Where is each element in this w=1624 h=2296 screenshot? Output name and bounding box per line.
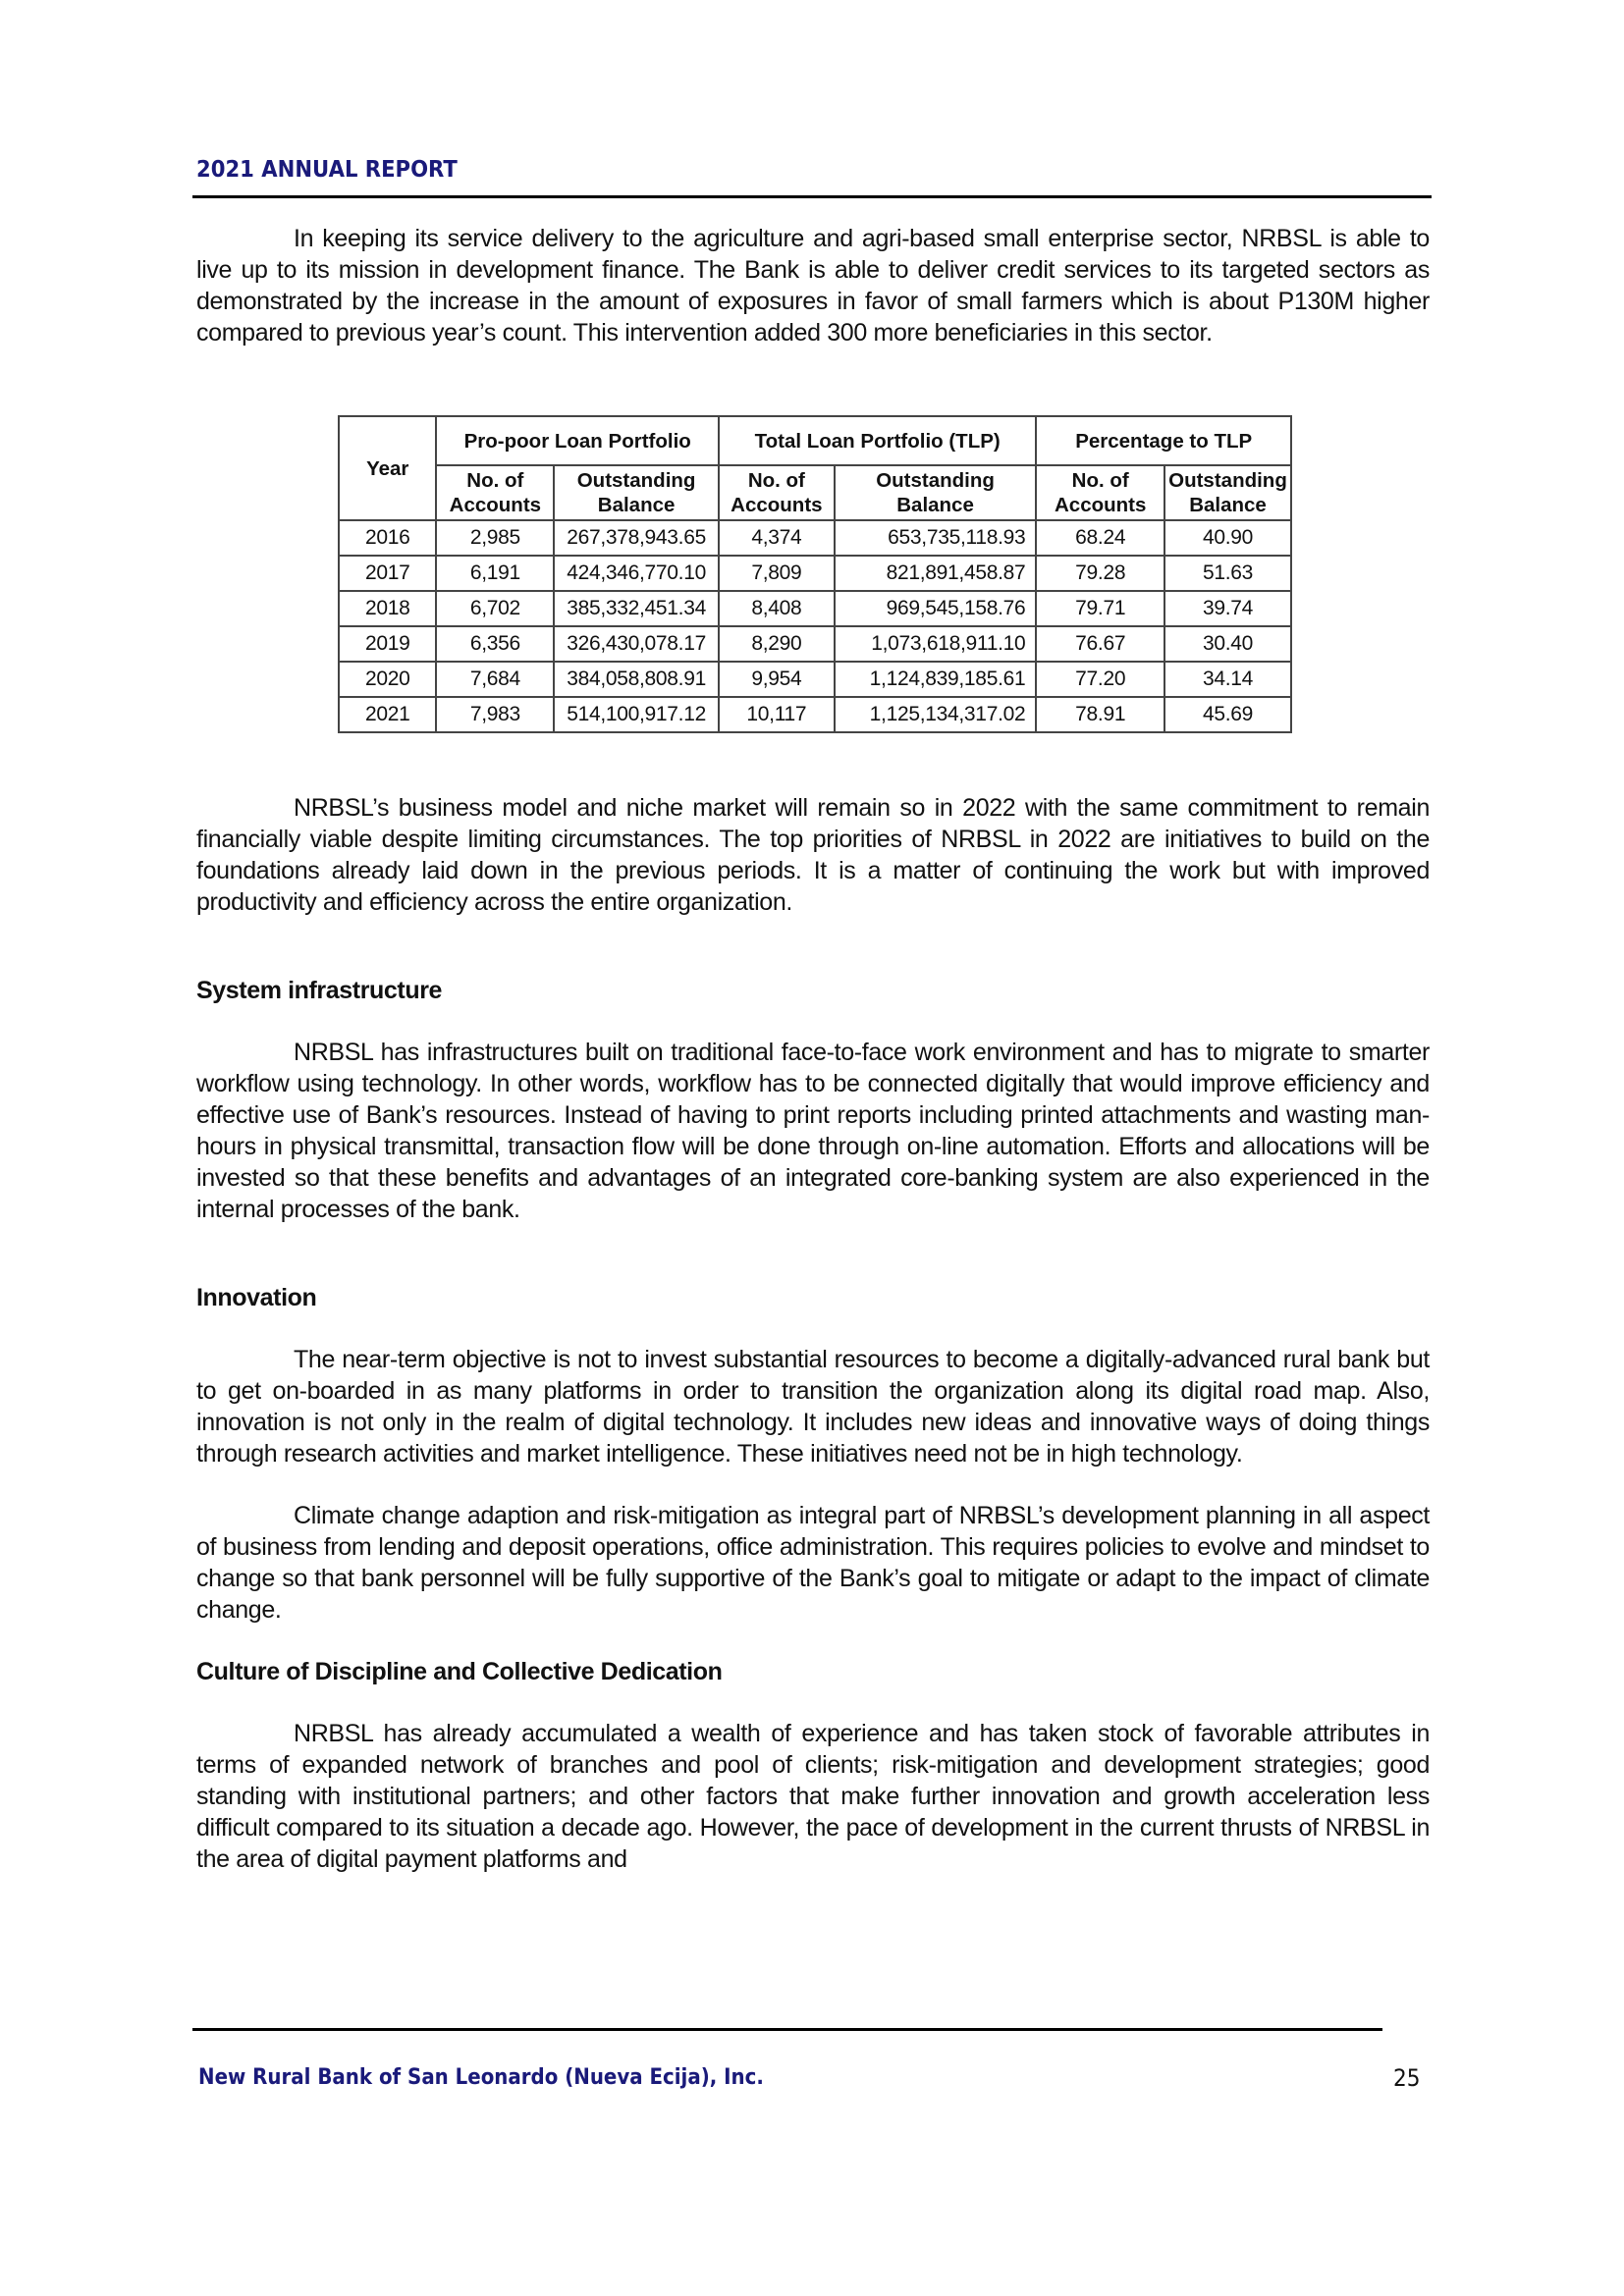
spacer xyxy=(196,1006,1430,1037)
table-row xyxy=(339,662,1291,697)
intro-paragraph: In keeping its service delivery to the agriculture and agri-based small enterprise sector, NRBSL is able to live up to its mission in development finance. The Bank is able to deliver credit services to its targeted sectors as demonstrated by the increase in the amount of exposures in favor of small farmers which is about P130M higher compared to previous year’s count. This intervention added 300 more beneficiaries in this sector. xyxy=(196,225,1430,347)
innovation-paragraph-2: Climate change adaption and risk-mitigation as integral part of NRBSL’s development planning in all aspect of business from lending and deposit operations, office administration. This requires policies to evolve and mindset to change so that bank personnel will be fully supportive of the Bank’s goal to mitigate or adapt to the impact of climate change. xyxy=(196,1502,1430,1624)
year-cell: 2018 xyxy=(339,591,436,626)
year-cell: 2019 xyxy=(339,626,436,662)
spacer xyxy=(196,1225,1430,1282)
table-group-header-row xyxy=(339,416,1291,465)
pct-accounts-cell: 79.71 xyxy=(1036,591,1164,626)
pro-poor-balance-cell: 424,346,770.10 xyxy=(554,556,719,591)
pro-poor-balance-cell: 385,332,451.34 xyxy=(554,591,719,626)
spacer xyxy=(196,1626,1430,1656)
pct-accounts-cell: 79.28 xyxy=(1036,556,1164,591)
pct-balance-cell: 34.14 xyxy=(1164,662,1291,697)
spacer xyxy=(196,733,1430,792)
footer-organization-name: New Rural Bank of San Leonardo (Nueva Ecija), Inc. xyxy=(198,2065,764,2090)
table-sub-header-row xyxy=(339,465,1291,520)
footer-divider xyxy=(192,2028,1382,2031)
tlp-accounts-cell: 8,408 xyxy=(719,591,835,626)
tlp-accounts-cell: 10,117 xyxy=(719,697,835,732)
page-content xyxy=(196,223,1430,1875)
year-cell: 2021 xyxy=(339,697,436,732)
pro-poor-balance-cell: 326,430,078.17 xyxy=(554,626,719,662)
spacer xyxy=(196,1313,1430,1344)
tlp-accounts-cell: 4,374 xyxy=(719,520,835,556)
culture-paragraph: NRBSL has already accumulated a wealth of experience and has taken stock of favorable attributes in terms of expanded network of branches and pool of clients; risk-mitigation and development strategies; good standing with institutional partners; and other factors that make further innovation and growth acceleration less difficult compared to its situation a decade ago. However, the pace of development in the current thrusts of NRBSL in the area of digital payment platforms and xyxy=(196,1720,1430,1873)
loan-portfolio-table xyxy=(338,415,1292,733)
pro-poor-accounts-cell: 7,684 xyxy=(436,662,554,697)
pro-poor-accounts-cell: 6,702 xyxy=(436,591,554,626)
pct-accounts-cell: 68.24 xyxy=(1036,520,1164,556)
spacer xyxy=(196,1687,1430,1718)
pct-balance-header: Outstanding Balance xyxy=(1164,465,1291,520)
tlp-group-header: Total Loan Portfolio (TLP) xyxy=(719,416,1036,465)
tlp-accounts-header: No. of Accounts xyxy=(719,465,835,520)
section-heading-system-infrastructure: System infrastructure xyxy=(196,977,443,1004)
loan-portfolio-table-container xyxy=(338,415,1571,733)
table-row xyxy=(339,591,1291,626)
pro-poor-accounts-cell: 2,985 xyxy=(436,520,554,556)
section-heading-culture: Culture of Discipline and Collective Dedication xyxy=(196,1658,723,1685)
tlp-accounts-cell: 7,809 xyxy=(719,556,835,591)
pro-poor-accounts-header: No. of Accounts xyxy=(436,465,554,520)
table-row xyxy=(339,626,1291,662)
pct-balance-cell: 30.40 xyxy=(1164,626,1291,662)
table-row xyxy=(339,697,1291,732)
report-title: 2021 ANNUAL REPORT xyxy=(196,157,458,183)
pct-balance-cell: 45.69 xyxy=(1164,697,1291,732)
year-cell: 2017 xyxy=(339,556,436,591)
pro-poor-balance-header: Outstanding Balance xyxy=(554,465,719,520)
pro-poor-group-header: Pro-poor Loan Portfolio xyxy=(436,416,719,465)
spacer xyxy=(196,1469,1430,1500)
tlp-balance-header: Outstanding Balance xyxy=(835,465,1037,520)
pro-poor-accounts-cell: 6,191 xyxy=(436,556,554,591)
table-row xyxy=(339,556,1291,591)
pro-poor-balance-cell: 514,100,917.12 xyxy=(554,697,719,732)
outlook-paragraph: NRBSL’s business model and niche market will remain so in 2022 with the same commitment to remain financially viable despite limiting circumstances. The top priorities of NRBSL in 2022 are initiatives to build on the foundations already laid down in the previous periods. It is a matter of continuing the work but with improved productivity and efficiency across the entire organization. xyxy=(196,794,1430,916)
pct-balance-cell: 40.90 xyxy=(1164,520,1291,556)
tlp-balance-cell: 969,545,158.76 xyxy=(835,591,1037,626)
year-header: Year xyxy=(339,416,436,520)
pct-accounts-header: No. of Accounts xyxy=(1036,465,1164,520)
percentage-group-header: Percentage to TLP xyxy=(1036,416,1291,465)
pro-poor-balance-cell: 267,378,943.65 xyxy=(554,520,719,556)
innovation-paragraph-1: The near-term objective is not to invest substantial resources to become a digitally-advanced rural bank but to get on-boarded in as many platforms in order to transition the organization along its digital road map. Also, innovation is not only in the realm of digital technology. It includes new ideas and innovative ways of doing things through research activities and market intelligence. These initiatives need not be in high technology. xyxy=(196,1346,1430,1468)
pct-balance-cell: 51.63 xyxy=(1164,556,1291,591)
table-row xyxy=(339,520,1291,556)
table-body xyxy=(339,520,1291,732)
header-divider xyxy=(192,195,1432,198)
pct-balance-cell: 39.74 xyxy=(1164,591,1291,626)
pro-poor-accounts-cell: 6,356 xyxy=(436,626,554,662)
spacer xyxy=(196,918,1430,975)
tlp-balance-cell: 821,891,458.87 xyxy=(835,556,1037,591)
tlp-accounts-cell: 9,954 xyxy=(719,662,835,697)
tlp-accounts-cell: 8,290 xyxy=(719,626,835,662)
year-cell: 2016 xyxy=(339,520,436,556)
page-number: 25 xyxy=(1393,2064,1421,2092)
tlp-balance-cell: 653,735,118.93 xyxy=(835,520,1037,556)
section-heading-innovation: Innovation xyxy=(196,1284,317,1311)
tlp-balance-cell: 1,125,134,317.02 xyxy=(835,697,1037,732)
system-infrastructure-paragraph: NRBSL has infrastructures built on traditional face-to-face work environment and has to migrate to smarter workflow using technology. In other words, workflow has to be connected digitally that would improve efficiency and effective use of Bank’s resources. Instead of having to print reports including printed attachments and wasting man-hours in physical transmittal, transaction flow will be done through on-line automation. Efforts and allocations will be invested so that these benefits and advantages of an integrated core-banking system are also experienced in the internal processes of the bank. xyxy=(196,1039,1430,1223)
year-cell: 2020 xyxy=(339,662,436,697)
pro-poor-balance-cell: 384,058,808.91 xyxy=(554,662,719,697)
pct-accounts-cell: 76.67 xyxy=(1036,626,1164,662)
tlp-balance-cell: 1,073,618,911.10 xyxy=(835,626,1037,662)
tlp-balance-cell: 1,124,839,185.61 xyxy=(835,662,1037,697)
pro-poor-accounts-cell: 7,983 xyxy=(436,697,554,732)
pct-accounts-cell: 78.91 xyxy=(1036,697,1164,732)
pct-accounts-cell: 77.20 xyxy=(1036,662,1164,697)
